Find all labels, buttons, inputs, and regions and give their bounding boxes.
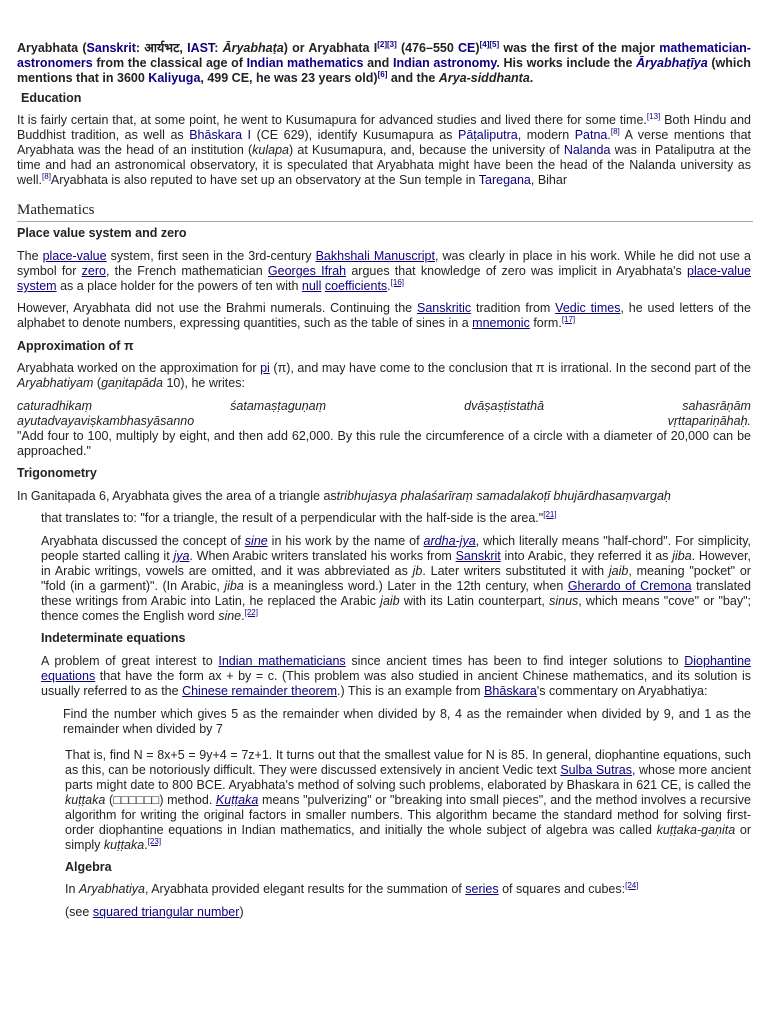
verse-word: dvāṣaṣṭistathā (464, 399, 545, 413)
sine-a: Aryabhata discussed the concept of (41, 534, 241, 548)
pv1-e: argues that knowledge of zero was implicit in Aryabhata's (351, 264, 682, 278)
intro-dates: (476–550 (400, 41, 454, 55)
kut-c: (□□□□□□) method. (108, 793, 213, 807)
verse-word: śatamaṣṭaguṇaṃ (230, 399, 327, 413)
link-coefficients[interactable]: coefficients (324, 279, 388, 293)
link-indian-mathematics[interactable]: Indian mathematics (246, 56, 364, 70)
link-bhaskara[interactable]: Bhāskara (484, 684, 537, 698)
sine-word: sine (218, 609, 242, 623)
sine-d: . When Arabic writers translated his works from (189, 549, 452, 563)
link-sine[interactable]: sine (244, 534, 268, 548)
edu-text-7: was in Pataliputra at the time and had an astronomical observatory, it is speculated that Aryabhata might have been the head of the Nalanda university as well. (17, 143, 751, 187)
kut-e: or simply (65, 823, 751, 852)
pi-a: Aryabhata worked on the approximation for (17, 361, 257, 375)
ref-8b[interactable]: [8] (42, 171, 51, 181)
ref-8a[interactable]: [8] (610, 126, 620, 136)
link-gherardo[interactable]: Gherardo of Cremona (567, 579, 692, 593)
verse-word: caturadhikaṃ (17, 399, 93, 413)
link-null[interactable]: null (301, 279, 322, 293)
kut-d: means "pulverizing" or "breaking into small pieces", and the method involves a recursive algorithm for writing the original factors in smaller numbers. This algorithm became the standard method for solving first-order diophantine equations in Indian mathematics, and initially the whole subject of algebra was called (65, 793, 752, 837)
sine-h: , meaning "pocket" or "fold (in a garment)". (In Arabic, (41, 564, 751, 593)
alg-b: , Aryabhata provided elegant results for the summation of (144, 882, 462, 896)
link-place-value[interactable]: place-value (42, 249, 107, 263)
verse-word: sahasrāṇām (682, 399, 751, 413)
link-diophantine-equations[interactable]: Diophantine equations (41, 654, 751, 683)
ref-24[interactable]: [24] (625, 880, 639, 890)
kut-kuttaka: kuṭṭaka (65, 793, 106, 807)
pi-paragraph (17, 361, 751, 391)
alg-a: In (65, 882, 76, 896)
link-kuttaka[interactable]: Kuṭṭaka (215, 793, 259, 807)
link-chinese-remainder-theorem[interactable]: Chinese remainder theorem (182, 684, 338, 698)
pi-b: (π), and may have come to the conclusion that π is irrational. In the second part of the (273, 361, 751, 375)
sine-e: into Arabic, they referred it as (504, 549, 669, 563)
pi-d: 10), he writes: (166, 376, 245, 390)
link-sanskrit-2[interactable]: Sanskrit (455, 549, 501, 563)
intro-age: , 499 CE, he was 23 years old) (200, 71, 378, 85)
indet-d: .) This is an example from (337, 684, 481, 698)
pv2-a: However, Aryabhata did not use the Brahmi numerals. Continuing the (17, 301, 413, 315)
trig-paragraph-2 (41, 511, 751, 526)
edu-text-4: , modern (517, 128, 570, 142)
link-bakhshali-manuscript[interactable]: Bakhshali Manuscript (315, 249, 435, 263)
intro-one: I (373, 41, 378, 55)
edu-text-8: Aryabhata is also reputed to have set up an observatory at the Sun temple in (50, 173, 476, 187)
link-indian-mathematicians[interactable]: Indian mathematicians (218, 654, 346, 668)
link-ce[interactable]: CE (458, 41, 476, 55)
kut-b: , whose more ancient parts might date to 800 BCE. Aryabhata's method of solving such problems, elaborated by Bhaskara in 621 CE, is called the (65, 763, 752, 792)
link-sanskritic[interactable]: Sanskritic (416, 301, 472, 315)
verse-word: ayutadvayaviṣkambhasyāsanno (17, 414, 195, 428)
see-b: ) (239, 905, 244, 919)
sine-l: , which means "cove" or "bay"; thence comes the English word (41, 594, 752, 623)
link-ardha-jya[interactable]: ardha-jya (423, 534, 476, 548)
sine-sinus: sinus (549, 594, 579, 608)
ref-16[interactable]: [16] (390, 277, 404, 287)
edu-text-5: A verse mentions that Aryabhata was the head of an institution ( (17, 128, 751, 157)
sine-g: . Later writers substituted it with (422, 564, 605, 578)
place-value-paragraph-2 (17, 301, 751, 331)
ref-22[interactable]: [22] (244, 607, 258, 617)
intro-and-the: and the (390, 71, 436, 85)
link-sulba-sutras[interactable]: Sulba Sutras (560, 763, 632, 777)
pv1-d: , the French mathematician (105, 264, 263, 278)
link-iast[interactable]: IAST (187, 41, 215, 55)
intro-paragraph: Aryabhata (Sanskrit: आर्यभट, IAST: Āryabhaṭa) or Aryabhata I[2][3] (476–550 CE)[4][5] was the first of the major mathematician-astronomers from the classical age of Indian mathematics and Indian astronomy. His works include the Āryabhaṭīya (which mentions that in 3600 Kaliyuga, 499 CE, he was 23 years old)[6] and the Arya-siddhanta. (17, 39, 751, 85)
edu-text-9: , Bihar (530, 173, 568, 187)
place-value-heading: Place value system and zero (17, 226, 187, 240)
mathematics-heading: Mathematics (17, 203, 753, 222)
place-value-paragraph-1: The place-value system, first seen in the 3rd-century Bakhshali Manuscript, was clearly in place in his work. While he did not use a symbol for zero, the French mathematician Georges Ifrah argues that knowledge of zero was implicit in Aryabhata's place-value system as a place holder for the powers of ten with null coefficients.[16] (17, 249, 751, 293)
indeterminate-heading: Indeterminate equations (41, 631, 186, 645)
trig1-formula: tribhujasya phalaśarīraṃ samadalakoṭī bhujārdhasaṃvargaḥ (336, 489, 671, 503)
pi-heading: Approximation of π (17, 339, 134, 353)
intro-and: and (367, 56, 390, 70)
sine-i: is a meaningless word.) Later in the 12th century, when (248, 579, 564, 593)
link-jya[interactable]: jya (173, 549, 190, 563)
sine-jiba-2: jiba (224, 579, 244, 593)
link-mnemonic[interactable]: mnemonic (472, 316, 530, 330)
link-patna[interactable]: Patna (574, 128, 608, 142)
link-nalanda[interactable]: Nalanda (563, 143, 611, 157)
link-zero[interactable]: zero (81, 264, 106, 278)
link-pataliputra[interactable]: Pāṭaliputra (457, 128, 518, 142)
iast-name: Āryabhaṭa (222, 41, 284, 55)
intro-works: . His works include the (496, 56, 633, 70)
example-problem: Find the number which gives 5 as the remainder when divided by 8, 4 as the remainder when divided by 9, and 1 as the remainder when divided by 7 (63, 707, 751, 736)
verse-line-2 (17, 414, 751, 429)
indet-a: A problem of great interest to (41, 654, 213, 668)
sine-k: with its Latin counterpart, (403, 594, 545, 608)
education-paragraph: It is fairly certain that, at some point, he went to Kusumapura for advanced studies and lived there for some time.[13] Both Hindu and Buddhist tradition, as well as Bhāskara I (CE 629), identify Kusumapura as Pāṭaliputra, modern Patna.[8] A verse mentions that Aryabhata was the head of an institution (kulapa) at Kusumapura, and, because the university of Nalanda was in Pataliputra at the time and had an astronomical observatory, it is speculated that Aryabhata might have been the head of the Nalanda university as well.[8]Aryabhata is also reputed to have set up an observatory at the Sun temple in Taregana, Bihar (17, 111, 751, 187)
intro-was: was the first of the major (503, 41, 656, 55)
link-kaliyuga[interactable]: Kaliyuga (148, 71, 201, 85)
intro-mentions: (which mentions that in 3600 (17, 56, 751, 85)
link-mathematician-astronomers[interactable]: mathematician-astronomers (17, 41, 751, 70)
education-heading: Education (21, 91, 82, 105)
pi-c: ( (96, 376, 102, 390)
kut-a: That is, find N = 8x+5 = 9y+4 = 7z+1. It turns out that the smallest value for N is 85. In general, diophantine equations, such as this, can be notoriously difficult. They were discussed extensively in ancient Vedic text (65, 748, 751, 777)
link-place-value-system[interactable]: place-value system (17, 264, 751, 293)
edu-kulapa: kulapa (252, 143, 290, 157)
ref-13[interactable]: [13] (646, 111, 661, 121)
trigonometry-heading: Trigonometry (17, 466, 97, 480)
arya-siddhanta: Arya-siddhanta (438, 71, 530, 85)
sine-b: in his work by the name of (271, 534, 420, 548)
link-sanskrit[interactable]: Sanskrit (86, 41, 136, 55)
kut-f: . (144, 838, 148, 852)
kut-kuttaka-2: kuṭṭaka (103, 838, 145, 852)
pv2-d: form. (533, 316, 562, 330)
link-indian-astronomy[interactable]: Indian astronomy (392, 56, 497, 70)
intro-from: from the classical age of (96, 56, 243, 70)
sine-jaib: jaib (608, 564, 629, 578)
indeterminate-paragraph (41, 654, 751, 699)
kuttaka-paragraph (65, 748, 751, 853)
link-georges-ifrah[interactable]: Georges Ifrah (267, 264, 347, 278)
algebra-heading: Algebra (65, 860, 112, 874)
indet-c: that have the form ax + by = c. (This problem was also studied in ancient Chinese mathematics, and its solution is usually referred to as the (41, 669, 751, 698)
sine-c: , which literally means "half-chord". For simplicity, people started calling it (41, 534, 751, 563)
pi-aryabhatiyam: Aryabhatiyam (17, 376, 94, 390)
link-aryabhatiya[interactable]: Āryabhaṭīya (636, 56, 708, 70)
sine-f: . However, in Arabic writings, vowels are omitted, and it was abbreviated as (41, 549, 751, 578)
edu-text-3: (CE 629), identify Kusumapura as (256, 128, 453, 142)
ref-17[interactable]: [17] (561, 314, 576, 324)
pv1-b: system, first seen in the 3rd-century (110, 249, 312, 263)
ref-4-5[interactable]: [4][5] (479, 39, 500, 49)
alg-c: of squares and cubes: (502, 882, 626, 896)
link-vedic-times[interactable]: Vedic times (555, 301, 621, 315)
intro-name: Aryabhata (17, 41, 79, 55)
ref-6[interactable]: [6] (377, 69, 388, 79)
alg-aryabhatiya: Aryabhatiya (78, 882, 145, 896)
see-a: (see (65, 905, 90, 919)
link-squared-triangular-number[interactable]: squared triangular number (92, 905, 240, 919)
pi-quote: "Add four to 100, multiply by eight, and then add 62,000. By this rule the circumference of a circle with a diameter of 20,000 can be approached." (17, 429, 751, 458)
link-bhaskara-i[interactable]: Bhāskara I (189, 128, 252, 142)
trig2-text: that translates to: "for a triangle, the result of a perpendicular with the half-side is the area." (41, 511, 544, 525)
kut-kuttaka-ganita: kuṭṭaka-gaṇita (656, 823, 736, 837)
pv1-f: as a place holder for the powers of ten with (60, 279, 299, 293)
ref-21[interactable]: [21] (543, 509, 557, 519)
pv2-b: tradition from (476, 301, 551, 315)
pv1-a: The (17, 249, 39, 263)
link-pi[interactable]: pi (260, 361, 270, 375)
see-also (65, 905, 751, 920)
link-taregana[interactable]: Taregana (478, 173, 531, 187)
edu-text-6: ) at Kusumapura, and, because the university of (289, 143, 560, 157)
trig-paragraph-1 (17, 489, 751, 504)
verse-line-1 (17, 399, 751, 414)
pi-ganitapada: gaṇitapāda (101, 376, 163, 390)
verse-word: vṛttapariṇāhaḥ. (667, 414, 751, 428)
ref-2-3[interactable]: [2][3] (377, 39, 397, 49)
sine-jb: jb (412, 564, 423, 578)
sine-j: translated these writings from Arabic into Latin, he replaced the Arabic (41, 579, 751, 608)
indet-b: since ancient times has been to find integer solutions to (351, 654, 679, 668)
sine-m: . (241, 609, 245, 623)
pv2-c: , he used letters of the alphabet to denote numbers, expressing quantities, such as the table of sines in a (17, 301, 751, 330)
sine-jiba: jiba (672, 549, 692, 563)
trig1-a: In Ganitapada 6, Aryabhata gives the area of a triangle as (17, 489, 337, 503)
pv1-c: , was clearly in place in his work. While he did not use a symbol for (17, 249, 751, 278)
ref-23[interactable]: [23] (147, 836, 162, 846)
edu-text-2: Both Hindu and Buddhist tradition, as well as (17, 113, 751, 142)
indet-e: 's commentary on Aryabhatiya: (536, 684, 708, 698)
intro-or: or Aryabhata (292, 41, 370, 55)
sine-jaib-2: jaib (380, 594, 400, 608)
devanagari-name: आर्यभट (144, 41, 180, 55)
sine-paragraph (41, 534, 751, 624)
link-series[interactable]: series (465, 882, 499, 896)
edu-text-1: It is fairly certain that, at some point, he went to Kusumapura for advanced studies and lived there for some time. (17, 113, 647, 127)
algebra-paragraph (65, 882, 751, 897)
